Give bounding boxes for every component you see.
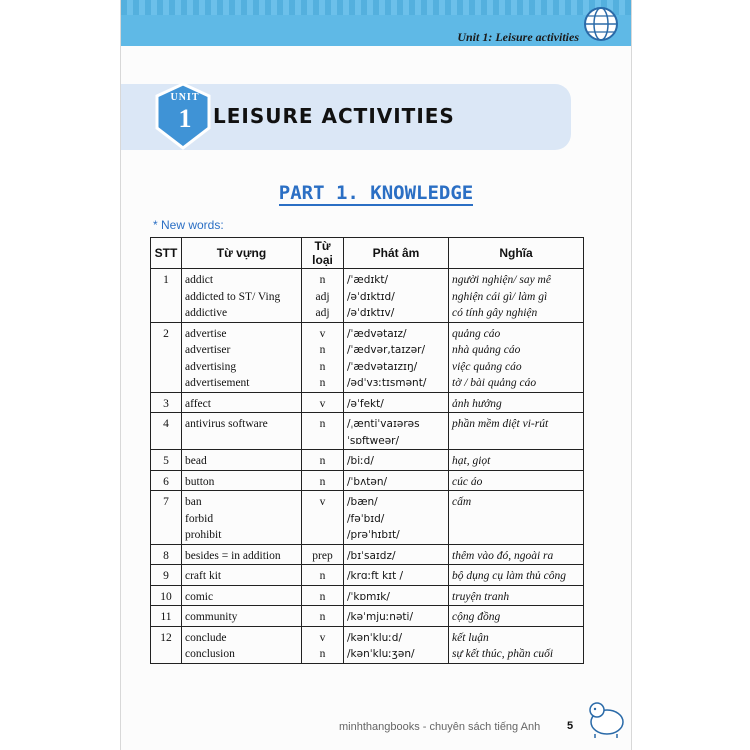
table-row	[151, 269, 584, 323]
cell-line: comic	[185, 590, 214, 603]
cell-line: phần mềm diệt vi-rút	[452, 418, 549, 430]
cell-stt	[151, 544, 182, 565]
cell-meaning	[449, 544, 584, 565]
cell-line: adj	[315, 307, 330, 319]
cell-line: advertising	[185, 360, 237, 373]
cell-line: v	[319, 327, 326, 340]
cell-line: 12	[160, 631, 172, 644]
cell-line: người nghiện/ say mê	[452, 274, 551, 286]
table-row	[151, 392, 584, 413]
table-header-row	[151, 238, 584, 269]
cell-line: v	[319, 397, 326, 410]
table-row	[151, 606, 584, 627]
header-pattern	[121, 0, 631, 15]
cell-words	[182, 470, 302, 491]
running-header: Unit 1: Leisure activities	[457, 30, 579, 44]
cell-line: n	[319, 344, 326, 356]
cell-line: n	[319, 590, 326, 603]
cell-pos	[302, 606, 344, 627]
cell-meaning	[449, 491, 584, 545]
cell-line: /ˌæntiˈvaɪərəs	[347, 418, 420, 430]
cell-line: addicted to ST/ Ving	[185, 290, 281, 303]
cell-stt	[151, 491, 182, 545]
table-row	[151, 322, 584, 392]
cell-line: 6	[163, 475, 169, 488]
cell-meaning	[449, 413, 584, 450]
cell-line: 11	[160, 611, 172, 623]
cell-line: có tính gây nghiện	[452, 307, 538, 319]
cell-line: /kəˈmjuːnəti/	[347, 611, 413, 623]
globe-icon	[581, 4, 621, 44]
table-row	[151, 565, 584, 586]
cell-pos	[302, 585, 344, 606]
header-meaning: Nghĩa	[449, 238, 584, 269]
cell-line: tờ / bài quảng cáo	[452, 377, 537, 389]
cell-line: 4	[163, 418, 169, 430]
cell-meaning	[449, 606, 584, 627]
cell-meaning	[449, 585, 584, 606]
cell-pronunciation	[344, 606, 449, 627]
cell-line: quảng cáo	[452, 327, 501, 340]
cell-line: /ˈædvətaɪz/	[347, 327, 407, 340]
cell-meaning	[449, 269, 584, 323]
cell-line: /bɪˈsaɪdz/	[347, 549, 396, 562]
cell-line: 9	[163, 570, 169, 582]
cell-pos	[302, 565, 344, 586]
cell-pronunciation	[344, 491, 449, 545]
table-row	[151, 450, 584, 471]
cell-line: cấm	[452, 496, 472, 508]
header-pronunciation: Phát âm	[344, 238, 449, 269]
cell-line: n	[319, 611, 326, 623]
cell-line: n	[319, 475, 326, 488]
cell-line: conclude	[185, 631, 227, 644]
cell-pronunciation	[344, 413, 449, 450]
cell-line: conclusion	[185, 648, 235, 660]
cell-line: n	[319, 648, 326, 660]
cell-stt	[151, 470, 182, 491]
cell-line: bead	[185, 455, 207, 467]
cell-line: /ədˈvɜːtɪsmənt/	[347, 377, 427, 389]
cell-words	[182, 413, 302, 450]
cell-stt	[151, 585, 182, 606]
cell-line: advertise	[185, 327, 227, 340]
cell-stt	[151, 565, 182, 586]
cell-line: community	[185, 611, 238, 623]
cell-line: ảnh hưởng	[452, 397, 502, 410]
cell-line: /ˈædvər,taɪzər/	[347, 344, 426, 356]
cell-meaning	[449, 626, 584, 663]
table-row	[151, 626, 584, 663]
cell-stt	[151, 450, 182, 471]
cell-line: /krɑːft kɪt /	[347, 570, 404, 582]
cell-pronunciation	[344, 450, 449, 471]
header-vocabulary: Từ vựng	[182, 238, 302, 269]
cell-stt	[151, 626, 182, 663]
table-row	[151, 470, 584, 491]
cell-line: button	[185, 475, 215, 488]
cell-meaning	[449, 565, 584, 586]
cell-pronunciation	[344, 565, 449, 586]
cell-line: n	[319, 377, 326, 389]
part-heading	[121, 182, 631, 204]
cell-words	[182, 269, 302, 323]
cell-stt	[151, 413, 182, 450]
cell-stt	[151, 392, 182, 413]
unit-badge-label: UNIT	[170, 92, 200, 103]
cell-words	[182, 565, 302, 586]
cell-line: advertiser	[185, 344, 231, 356]
cell-line: 2	[163, 327, 169, 340]
cell-pronunciation	[344, 269, 449, 323]
cell-line: antivirus software	[185, 418, 268, 430]
cell-line: truyện tranh	[452, 590, 510, 603]
page-number: 5	[567, 720, 574, 732]
cell-line: /biːd/	[347, 455, 374, 467]
cell-line: n	[319, 418, 326, 430]
cell-line: ˈsɒftweər/	[347, 434, 400, 447]
cell-words	[182, 626, 302, 663]
cell-line: /ˈædvətaɪzɪŋ/	[347, 360, 418, 373]
cell-stt	[151, 322, 182, 392]
cell-meaning	[449, 470, 584, 491]
cell-pronunciation	[344, 544, 449, 565]
cell-line: adj	[315, 290, 330, 303]
cell-line: v	[319, 631, 326, 644]
cell-line: n	[319, 570, 326, 582]
header-stt: STT	[151, 238, 182, 269]
cell-words	[182, 544, 302, 565]
cell-pos	[302, 322, 344, 392]
cell-line: ban	[185, 496, 202, 508]
cell-line: hạt, giọt	[452, 455, 491, 467]
cell-line: kết luận	[452, 631, 489, 644]
cell-words	[182, 491, 302, 545]
cell-pos	[302, 413, 344, 450]
cell-line: cộng đồng	[452, 611, 501, 623]
cell-words	[182, 392, 302, 413]
cell-line: /əˈdɪktɪv/	[347, 307, 395, 319]
cell-line: addict	[185, 274, 214, 286]
new-words-label: * New words:	[153, 218, 224, 232]
cell-line: /kənˈkluːʒən/	[347, 648, 415, 660]
cell-line: 1	[163, 274, 169, 286]
cell-line: v	[319, 496, 326, 508]
unit-title: LEISURE ACTIVITIES	[213, 104, 455, 128]
cell-meaning	[449, 392, 584, 413]
cell-line: /əˈfekt/	[347, 397, 384, 410]
cell-line: việc quảng cáo	[452, 360, 522, 373]
cell-line: affect	[185, 397, 211, 410]
cell-line: bộ dụng cụ làm thủ công	[452, 570, 567, 582]
cell-pronunciation	[344, 470, 449, 491]
cell-line: forbid	[185, 512, 214, 525]
cell-pos	[302, 544, 344, 565]
header-part-of-speech: Từ loại	[302, 238, 344, 269]
cell-line: /prəˈhɪbɪt/	[347, 529, 400, 541]
cell-pos	[302, 392, 344, 413]
cell-pronunciation	[344, 626, 449, 663]
cell-line: prep	[312, 549, 333, 562]
cell-line: nghiện cái gì/ làm gì	[452, 290, 548, 303]
mascot-icon	[583, 694, 629, 740]
cell-pronunciation	[344, 322, 449, 392]
cell-pos	[302, 491, 344, 545]
cell-line: n	[319, 455, 326, 467]
table-row	[151, 491, 584, 545]
cell-line: prohibit	[185, 529, 222, 541]
cell-line: 3	[163, 397, 169, 410]
cell-meaning	[449, 322, 584, 392]
book-page	[120, 0, 632, 750]
cell-line: 5	[163, 455, 169, 467]
table-row	[151, 413, 584, 450]
cell-line: thêm vào đó, ngoài ra	[452, 549, 554, 562]
cell-line: /əˈdɪktɪd/	[347, 290, 395, 303]
unit-badge-number: 1	[178, 104, 192, 133]
part-heading-text: PART 1. KNOWLEDGE	[278, 182, 474, 204]
cell-line: craft kit	[185, 570, 222, 582]
cell-line: /ˈædɪkt/	[347, 274, 389, 286]
cell-stt	[151, 606, 182, 627]
footer-publisher: minhthangbooks - chuyên sách tiếng Anh	[339, 721, 541, 733]
cell-pronunciation	[344, 585, 449, 606]
cell-words	[182, 322, 302, 392]
cell-meaning	[449, 450, 584, 471]
table-row	[151, 544, 584, 565]
cell-line: 7	[163, 496, 169, 508]
cell-pos	[302, 269, 344, 323]
cell-line: 8	[163, 549, 169, 562]
cell-line: /ˈkɒmɪk/	[347, 590, 390, 603]
cell-line: addictive	[185, 307, 228, 319]
cell-words	[182, 606, 302, 627]
cell-words	[182, 585, 302, 606]
cell-line: /fəˈbɪd/	[347, 512, 385, 525]
cell-line: 10	[160, 590, 172, 603]
cell-line: nhà quảng cáo	[452, 344, 521, 356]
cell-pos	[302, 450, 344, 471]
cell-pos	[302, 470, 344, 491]
table-row	[151, 585, 584, 606]
cell-line: besides = in addition	[185, 549, 281, 562]
vocabulary-table	[150, 237, 584, 664]
cell-line: cúc áo	[452, 475, 483, 488]
cell-stt	[151, 269, 182, 323]
cell-line: n	[319, 360, 326, 373]
cell-line: /kənˈkluːd/	[347, 631, 403, 644]
cell-line: n	[319, 274, 326, 286]
cell-line: sự kết thúc, phần cuối	[452, 648, 554, 660]
cell-pos	[302, 626, 344, 663]
cell-words	[182, 450, 302, 471]
cell-pronunciation	[344, 392, 449, 413]
cell-line: /ˈbʌtən/	[347, 475, 388, 488]
cell-line: /bæn/	[347, 496, 378, 508]
cell-line: advertisement	[185, 377, 250, 389]
